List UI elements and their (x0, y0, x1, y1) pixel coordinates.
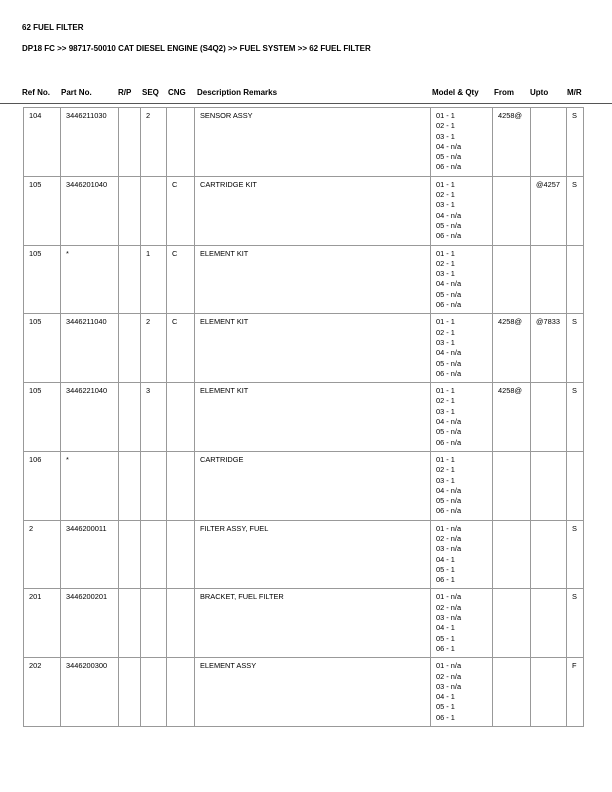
cell-seq (141, 589, 167, 658)
model-qty: 05 - 1 (436, 633, 455, 643)
model-qty: 02 - 1 (436, 121, 455, 131)
model-qty: 02 - n/a (436, 602, 462, 612)
cell-mq (431, 176, 493, 245)
cell-cng (167, 108, 195, 177)
model-qty: 06 - 1 (436, 575, 455, 585)
model-qty: 02 - 1 (436, 396, 455, 406)
cell-cng (167, 520, 195, 589)
model-qty: 06 - n/a (436, 506, 462, 516)
column-header: From (494, 88, 514, 97)
model-qty: 06 - n/a (436, 231, 462, 241)
cell-cng (167, 658, 195, 727)
model-qty: 04 - 1 (436, 554, 455, 564)
table-row (24, 589, 584, 658)
cell-rp (119, 658, 141, 727)
model-qty: 04 - 1 (436, 692, 455, 702)
cell-mq (431, 245, 493, 314)
model-qty: 03 - n/a (436, 544, 462, 554)
column-header: SEQ (142, 88, 159, 97)
cell-ref: 202 (24, 658, 61, 727)
header-divider (0, 103, 612, 104)
model-qty: 01 - 1 (436, 386, 455, 396)
cell-seq: 2 (141, 108, 167, 177)
cell-part: 3446211030 (61, 108, 119, 177)
cell-part: 3446200201 (61, 589, 119, 658)
model-qty: 05 - n/a (436, 152, 462, 162)
model-qty: 03 - 1 (436, 131, 455, 141)
cell-upto: @4257 (531, 176, 567, 245)
model-qty: 04 - n/a (436, 141, 462, 151)
cell-part: * (61, 451, 119, 520)
cell-part: 3446200011 (61, 520, 119, 589)
model-qty: 03 - 1 (436, 200, 455, 210)
breadcrumb: DP18 FC >> 98717-50010 CAT DIESEL ENGINE (S4Q2) >> FUEL SYSTEM >> 62 FUEL FILTER (22, 44, 371, 53)
model-qty: 01 - 1 (436, 179, 455, 189)
cell-mr (567, 245, 584, 314)
cell-upto (531, 245, 567, 314)
model-qty: 03 - n/a (436, 681, 462, 691)
model-qty: 03 - 1 (436, 269, 455, 279)
model-qty: 02 - 1 (436, 190, 455, 200)
cell-from: 4258@ (493, 314, 531, 383)
column-header: Upto (530, 88, 549, 97)
table-row (24, 520, 584, 589)
model-qty: 05 - 1 (436, 564, 455, 574)
cell-mq (431, 451, 493, 520)
cell-ref: 106 (24, 451, 61, 520)
column-header: Part No. (61, 88, 92, 97)
model-qty: 01 - 1 (436, 111, 455, 120)
table-row (24, 383, 584, 452)
cell-desc: BRACKET, FUEL FILTER (195, 589, 431, 658)
model-qty: 01 - 1 (436, 317, 455, 327)
table-row (24, 108, 584, 177)
cell-rp (119, 451, 141, 520)
column-header: R/P (118, 88, 132, 97)
cell-mq (431, 658, 493, 727)
cell-from (493, 451, 531, 520)
cell-mq (431, 314, 493, 383)
cell-rp (119, 520, 141, 589)
cell-part: * (61, 245, 119, 314)
model-qty: 04 - 1 (436, 623, 455, 633)
model-qty: 06 - n/a (436, 162, 462, 172)
cell-rp (119, 245, 141, 314)
cell-desc: FILTER ASSY, FUEL (195, 520, 431, 589)
model-qty: 02 - 1 (436, 327, 455, 337)
cell-upto (531, 658, 567, 727)
model-qty: 06 - 1 (436, 643, 455, 653)
parts-table (23, 107, 584, 727)
model-qty: 04 - n/a (436, 279, 462, 289)
cell-from (493, 589, 531, 658)
model-qty: 05 - n/a (436, 289, 462, 299)
cell-upto (531, 589, 567, 658)
cell-ref: 2 (24, 520, 61, 589)
model-qty: 06 - n/a (436, 300, 462, 310)
model-qty: 03 - 1 (436, 475, 455, 485)
cell-seq (141, 520, 167, 589)
cell-part: 3446200300 (61, 658, 119, 727)
model-qty: 04 - n/a (436, 348, 462, 358)
cell-upto (531, 520, 567, 589)
model-qty: 03 - n/a (436, 613, 462, 623)
cell-ref: 201 (24, 589, 61, 658)
table-row (24, 314, 584, 383)
column-header: Description Remarks (197, 88, 278, 97)
cell-mr: S (567, 176, 584, 245)
model-qty: 03 - 1 (436, 337, 455, 347)
table-row (24, 658, 584, 727)
cell-desc: CARTRIDGE KIT (195, 176, 431, 245)
column-header: CNG (168, 88, 186, 97)
column-header: Model & Qty (432, 88, 479, 97)
page-title: 62 FUEL FILTER (22, 23, 84, 32)
model-qty: 05 - n/a (436, 427, 462, 437)
cell-part: 3446211040 (61, 314, 119, 383)
model-qty: 01 - 1 (436, 454, 455, 464)
table-row (24, 245, 584, 314)
cell-cng (167, 451, 195, 520)
cell-rp (119, 176, 141, 245)
cell-seq: 1 (141, 245, 167, 314)
cell-mq (431, 520, 493, 589)
cell-seq (141, 451, 167, 520)
cell-from (493, 658, 531, 727)
cell-upto (531, 451, 567, 520)
cell-ref: 105 (24, 314, 61, 383)
column-header: Ref No. (22, 88, 50, 97)
cell-ref: 105 (24, 245, 61, 314)
model-qty: 06 - n/a (436, 437, 462, 447)
model-qty: 04 - n/a (436, 210, 462, 220)
cell-desc: SENSOR ASSY (195, 108, 431, 177)
cell-part: 3446201040 (61, 176, 119, 245)
cell-ref: 105 (24, 383, 61, 452)
cell-ref: 104 (24, 108, 61, 177)
cell-mr: F (567, 658, 584, 727)
model-qty: 02 - 1 (436, 465, 455, 475)
cell-seq: 3 (141, 383, 167, 452)
cell-from (493, 520, 531, 589)
model-qty: 01 - n/a (436, 523, 462, 533)
model-qty: 05 - 1 (436, 702, 455, 712)
cell-seq (141, 658, 167, 727)
cell-mq (431, 383, 493, 452)
cell-desc: ELEMENT ASSY (195, 658, 431, 727)
cell-desc: ELEMENT KIT (195, 383, 431, 452)
cell-from (493, 245, 531, 314)
model-qty: 02 - n/a (436, 671, 462, 681)
model-qty: 06 - 1 (436, 712, 455, 722)
model-qty: 02 - n/a (436, 533, 462, 543)
cell-rp (119, 589, 141, 658)
cell-mr (567, 451, 584, 520)
cell-from: 4258@ (493, 383, 531, 452)
cell-upto: @7833 (531, 314, 567, 383)
model-qty: 01 - 1 (436, 248, 455, 258)
cell-cng: C (167, 245, 195, 314)
cell-desc: ELEMENT KIT (195, 245, 431, 314)
model-qty: 05 - n/a (436, 496, 462, 506)
model-qty: 04 - n/a (436, 485, 462, 495)
cell-mr: S (567, 520, 584, 589)
cell-desc: CARTRIDGE (195, 451, 431, 520)
model-qty: 05 - n/a (436, 358, 462, 368)
cell-from (493, 176, 531, 245)
cell-cng: C (167, 314, 195, 383)
cell-cng (167, 383, 195, 452)
cell-mr: S (567, 589, 584, 658)
column-header: M/R (567, 88, 582, 97)
model-qty: 01 - n/a (436, 661, 462, 671)
cell-upto (531, 383, 567, 452)
cell-part: 3446221040 (61, 383, 119, 452)
model-qty: 02 - 1 (436, 258, 455, 268)
cell-rp (119, 314, 141, 383)
model-qty: 05 - n/a (436, 220, 462, 230)
cell-seq: 2 (141, 314, 167, 383)
cell-seq (141, 176, 167, 245)
cell-cng: C (167, 176, 195, 245)
cell-mr: S (567, 314, 584, 383)
cell-cng (167, 589, 195, 658)
cell-mr: S (567, 383, 584, 452)
cell-ref: 105 (24, 176, 61, 245)
table-row (24, 176, 584, 245)
cell-upto (531, 108, 567, 177)
cell-mr: S (567, 108, 584, 177)
table-row (24, 451, 584, 520)
model-qty: 01 - n/a (436, 592, 462, 602)
model-qty: 03 - 1 (436, 406, 455, 416)
cell-desc: ELEMENT KIT (195, 314, 431, 383)
model-qty: 04 - n/a (436, 417, 462, 427)
cell-rp (119, 108, 141, 177)
cell-mq (431, 108, 493, 177)
cell-mq (431, 589, 493, 658)
cell-from: 4258@ (493, 108, 531, 177)
cell-rp (119, 383, 141, 452)
model-qty: 06 - n/a (436, 368, 462, 378)
